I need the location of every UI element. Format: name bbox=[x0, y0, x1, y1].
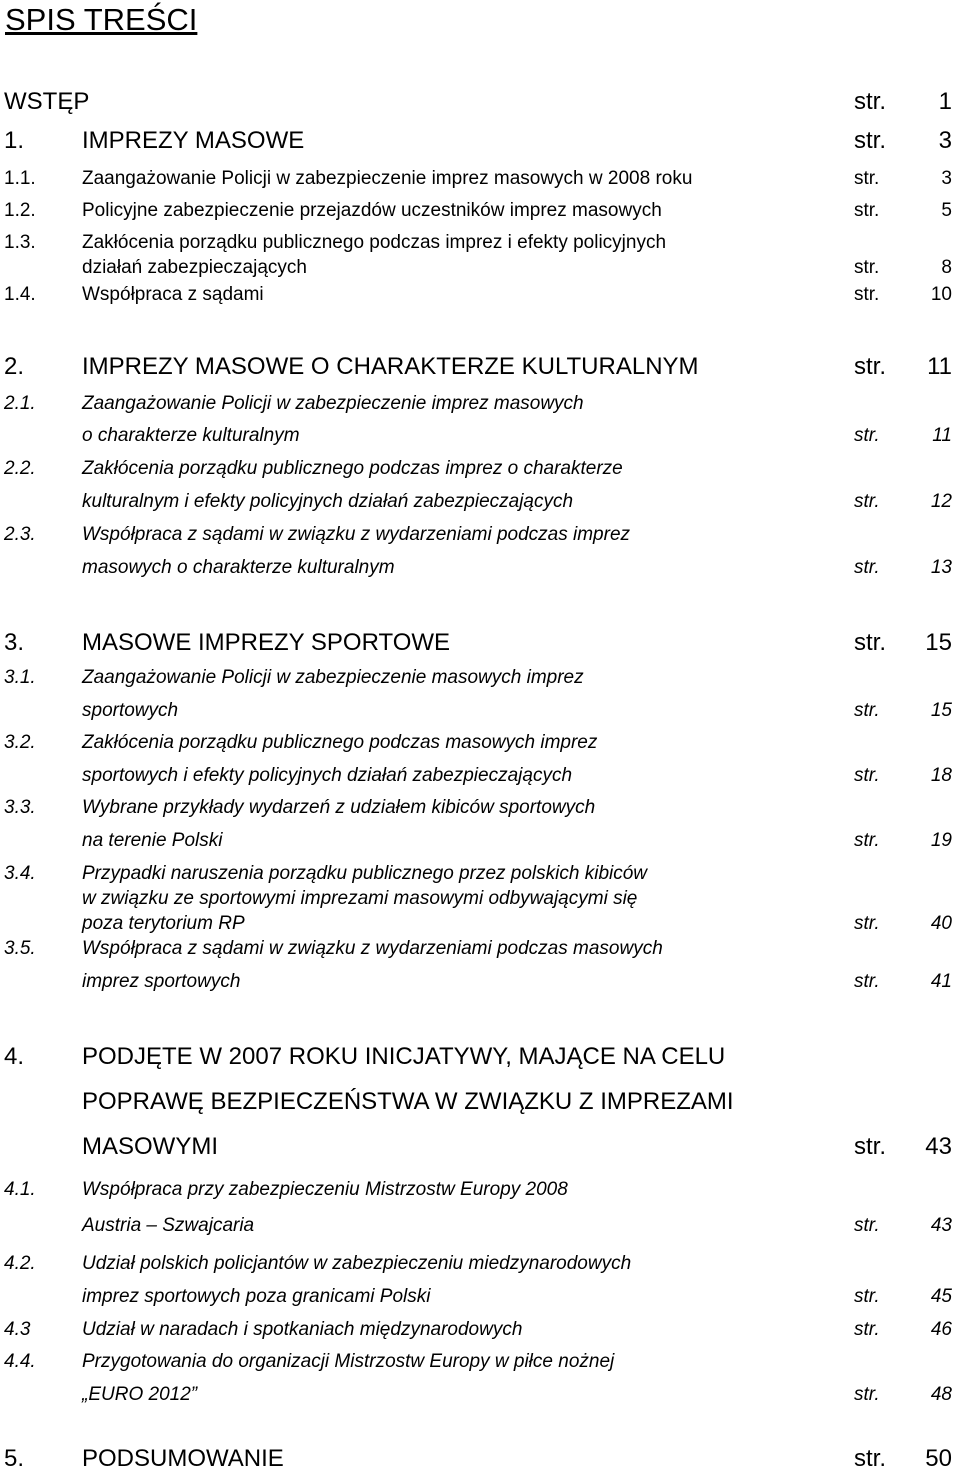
section-heading: MASOWE IMPREZY SPORTOWE bbox=[82, 629, 451, 656]
item-title: Współpraca z sądami w związku z wydarzeniami podczas imprez bbox=[82, 524, 631, 545]
item-title: Zakłócenia porządku publicznego podczas masowych imprez bbox=[82, 732, 598, 753]
page-number: 11 bbox=[927, 353, 952, 380]
page-number: 46 bbox=[930, 1319, 952, 1340]
item-number: 3.5. bbox=[4, 938, 36, 959]
item-number: 1.2. bbox=[4, 200, 36, 221]
section-heading: IMPREZY MASOWE bbox=[82, 127, 305, 154]
str-label: str. bbox=[854, 830, 880, 851]
section-number: 1. bbox=[4, 127, 25, 154]
page-number: 19 bbox=[930, 830, 952, 851]
item-number: 3.2. bbox=[4, 732, 36, 753]
page-number: 43 bbox=[930, 1215, 952, 1236]
str-label: str. bbox=[854, 1384, 880, 1405]
item-title-continued: w związku ze sportowymi imprezami masowymi odbywającymi się bbox=[82, 888, 638, 909]
str-label: str. bbox=[854, 1215, 880, 1236]
page-number: 18 bbox=[930, 765, 952, 786]
section-heading: IMPREZY MASOWE O CHARAKTERZE KULTURALNYM bbox=[82, 353, 699, 380]
page-number: 15 bbox=[925, 629, 952, 656]
str-label: str. bbox=[854, 127, 887, 154]
item-title-continued: na terenie Polski bbox=[82, 830, 223, 851]
str-label: str. bbox=[854, 200, 880, 221]
str-label: str. bbox=[854, 1286, 880, 1307]
page-number: 8 bbox=[941, 257, 952, 278]
item-number: 2.2. bbox=[4, 458, 36, 479]
page-number: 10 bbox=[930, 284, 952, 305]
item-title-continued: imprez sportowych poza granicami Polski bbox=[82, 1286, 431, 1307]
item-number: 2.3. bbox=[4, 524, 36, 545]
item-title: Współpraca z sądami bbox=[82, 284, 264, 305]
page-number: 43 bbox=[925, 1133, 952, 1160]
item-title-continued: działań zabezpieczających bbox=[82, 257, 307, 278]
page-number: 3 bbox=[938, 127, 952, 154]
item-title: Zaangażowanie Policji w zabezpieczenie imprez masowych bbox=[82, 393, 584, 414]
item-number: 4.1. bbox=[4, 1179, 36, 1200]
page-number: 41 bbox=[930, 971, 952, 992]
page-number: 3 bbox=[941, 168, 952, 189]
item-title: Współpraca przy zabezpieczeniu Mistrzostw Europy 2008 bbox=[82, 1179, 568, 1200]
item-title: Zakłócenia porządku publicznego podczas imprez i efekty policyjnych bbox=[82, 232, 667, 253]
str-label: str. bbox=[854, 629, 887, 656]
item-number: 1.4. bbox=[4, 284, 36, 305]
item-number: 1.1. bbox=[4, 168, 36, 189]
item-number: 4.3 bbox=[4, 1319, 31, 1340]
item-title: Udział polskich policjantów w zabezpieczeniu miedzynarodowych bbox=[82, 1253, 632, 1274]
section-heading-continued: MASOWYMI bbox=[82, 1133, 218, 1160]
section-number: 3. bbox=[4, 629, 25, 656]
str-label: str. bbox=[854, 765, 880, 786]
item-title-continued: masowych o charakterze kulturalnym bbox=[82, 557, 395, 578]
str-label: str. bbox=[854, 491, 880, 512]
page-number: 1 bbox=[938, 88, 952, 115]
item-number: 4.2. bbox=[4, 1253, 36, 1274]
str-label: str. bbox=[854, 353, 887, 380]
item-title-continued: „EURO 2012” bbox=[82, 1384, 198, 1405]
str-label: str. bbox=[854, 88, 887, 115]
page-number: 15 bbox=[930, 700, 952, 721]
item-number: 4.4. bbox=[4, 1351, 36, 1372]
item-number: 3.4. bbox=[4, 863, 36, 884]
item-title-continued: poza terytorium RP bbox=[82, 913, 245, 934]
section-heading: PODSUMOWANIE bbox=[82, 1445, 284, 1472]
page-number: 45 bbox=[930, 1286, 952, 1307]
page-number: 12 bbox=[930, 491, 952, 512]
section-number: 5. bbox=[4, 1445, 25, 1472]
page-number: 13 bbox=[930, 557, 952, 578]
str-label: str. bbox=[854, 971, 880, 992]
page-number: 5 bbox=[941, 200, 952, 221]
item-title-continued: sportowych i efekty policyjnych działań zabezpieczających bbox=[82, 765, 573, 786]
item-title: Zaangażowanie Policji w zabezpieczenie imprez masowych w 2008 roku bbox=[82, 168, 693, 189]
item-title: Zaangażowanie Policji w zabezpieczenie masowych imprez bbox=[82, 667, 584, 688]
str-label: str. bbox=[854, 257, 880, 278]
item-title-continued: o charakterze kulturalnym bbox=[82, 425, 300, 446]
item-title: Przypadki naruszenia porządku publicznego przez polskich kibiców bbox=[82, 863, 648, 884]
str-label: str. bbox=[854, 1133, 887, 1160]
item-title: Udział w naradach i spotkaniach międzynarodowych bbox=[82, 1319, 523, 1340]
section-heading-continued: POPRAWĘ BEZPIECZEŃSTWA W ZWIĄZKU Z IMPREZAMI bbox=[82, 1088, 734, 1115]
item-title-continued: Austria – Szwajcaria bbox=[82, 1215, 255, 1236]
toc-heading-wstep: WSTĘP bbox=[4, 88, 90, 115]
page-number: 11 bbox=[932, 425, 952, 446]
item-title: Wybrane przykłady wydarzeń z udziałem kibiców sportowych bbox=[82, 797, 596, 818]
page-number: 48 bbox=[930, 1384, 952, 1405]
str-label: str. bbox=[854, 700, 880, 721]
item-title: Przygotowania do organizacji Mistrzostw Europy w piłce nożnej bbox=[82, 1351, 615, 1372]
str-label: str. bbox=[854, 913, 880, 934]
item-number: 3.3. bbox=[4, 797, 36, 818]
str-label: str. bbox=[854, 425, 880, 446]
item-number: 3.1. bbox=[4, 667, 36, 688]
str-label: str. bbox=[854, 557, 880, 578]
section-heading: PODJĘTE W 2007 ROKU INICJATYWY, MAJĄCE NA CELU bbox=[82, 1043, 726, 1070]
section-number: 2. bbox=[4, 353, 25, 380]
page-number: 40 bbox=[930, 913, 952, 934]
item-number: 2.1. bbox=[4, 393, 36, 414]
item-title-continued: kulturalnym i efekty policyjnych działań zabezpieczających bbox=[82, 491, 574, 512]
item-title-continued: imprez sportowych bbox=[82, 971, 241, 992]
str-label: str. bbox=[854, 1319, 880, 1340]
item-title: Policyjne zabezpieczenie przejazdów uczestników imprez masowych bbox=[82, 200, 662, 221]
page-title: SPIS TREŚCI bbox=[5, 2, 198, 37]
str-label: str. bbox=[854, 1445, 887, 1472]
item-title: Zakłócenia porządku publicznego podczas imprez o charakterze bbox=[82, 458, 623, 479]
item-title-continued: sportowych bbox=[82, 700, 179, 721]
page-number: 50 bbox=[925, 1445, 952, 1472]
section-number: 4. bbox=[4, 1043, 25, 1070]
str-label: str. bbox=[854, 284, 880, 305]
str-label: str. bbox=[854, 168, 880, 189]
item-title: Współpraca z sądami w związku z wydarzeniami podczas masowych bbox=[82, 938, 663, 959]
item-number: 1.3. bbox=[4, 232, 36, 253]
